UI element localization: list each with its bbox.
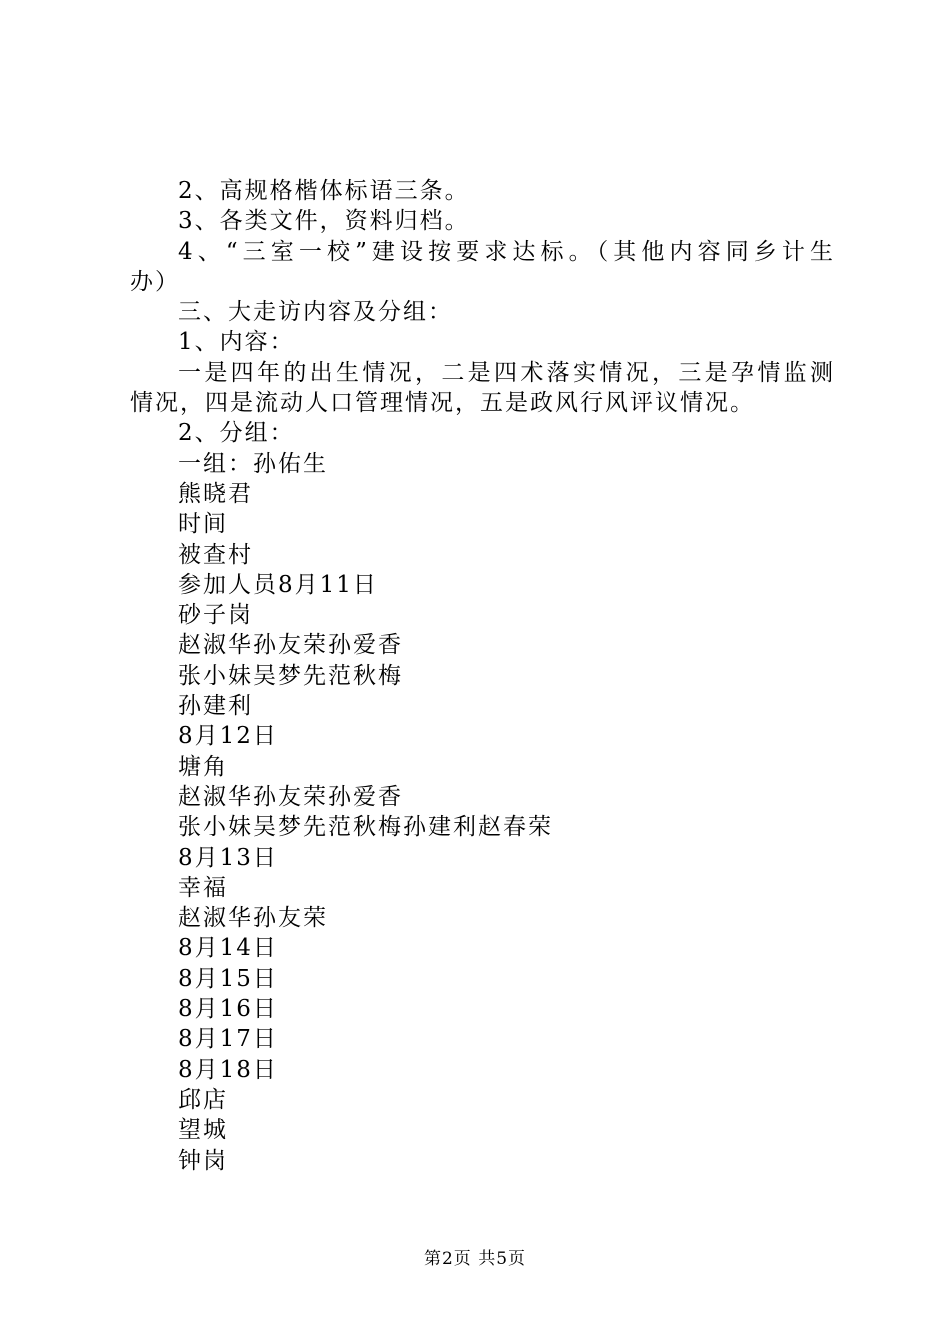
text-line: 办） (130, 268, 180, 295)
text-line: 8月17日 (178, 1026, 278, 1053)
text-line: 一是四年的出生情况，二是四术落实情况，三是孕情监测 (178, 359, 835, 386)
text-line: 一组：孙佑生 (178, 450, 328, 477)
text-line: 8月12日 (178, 723, 278, 750)
text-line: 2、分组： (178, 420, 295, 447)
text-line: 被查村 (178, 541, 253, 568)
text-line: 塘角 (178, 753, 228, 780)
text-line: 1、内容： (178, 329, 295, 356)
text-line: 情况，四是流动人口管理情况，五是政风行风评议情况。 (130, 390, 755, 417)
text-line: 张小妹吴梦先范秋梅孙建利赵春荣 (178, 814, 553, 841)
text-line: 钟岗 (178, 1147, 228, 1174)
document-body (130, 176, 835, 1176)
text-line: 砂子岗 (178, 602, 253, 629)
text-line: 赵淑华孙友荣孙爱香 (178, 632, 403, 659)
text-line: 熊晓君 (178, 480, 253, 507)
text-line: 时间 (178, 511, 228, 538)
text-line: 4、“三室一校”建设按要求达标。（其他内容同乡计生 (178, 238, 835, 265)
text-line: 2、高规格楷体标语三条。 (178, 178, 470, 204)
text-line: 赵淑华孙友荣 (178, 905, 328, 932)
text-line: 邱店 (178, 1086, 228, 1113)
text-line: 望城 (178, 1117, 228, 1144)
text-line: 三、大走访内容及分组： (178, 299, 453, 326)
text-line: 8月14日 (178, 935, 278, 962)
text-line: 8月18日 (178, 1056, 278, 1083)
text-line: 8月15日 (178, 965, 278, 992)
page-footer: 第2页 共5页 (423, 1249, 527, 1269)
text-line: 3、各类文件，资料归档。 (178, 208, 470, 235)
text-line: 赵淑华孙友荣孙爱香 (178, 783, 403, 810)
text-line: 参加人员8月11日 (178, 571, 378, 598)
text-line: 张小妹吴梦先范秋梅 (178, 662, 403, 689)
text-line: 8月16日 (178, 996, 278, 1023)
text-line: 8月13日 (178, 844, 278, 871)
text-line: 孙建利 (178, 693, 253, 720)
text-line: 幸福 (178, 874, 228, 901)
